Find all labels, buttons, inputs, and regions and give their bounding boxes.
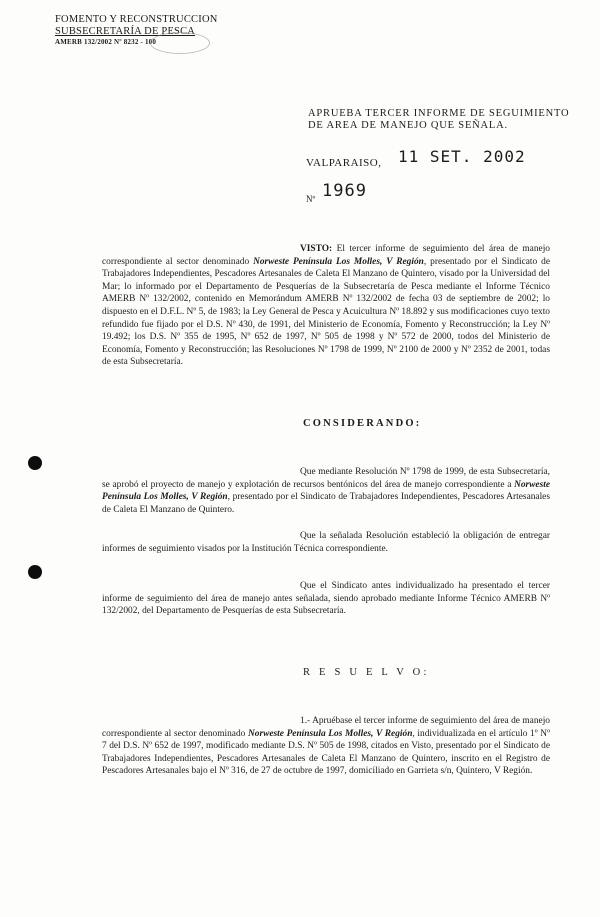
visto-lead: VISTO: (300, 244, 333, 254)
place-label: VALPARAISO, (306, 157, 382, 169)
considerando-paragraph-2: Que la señalada Resolución estableció la obligación de entregar informes de seguimiento visados por la Institución Técnica correspondiente. (102, 531, 550, 554)
punch-hole-icon (28, 565, 42, 579)
ministry-line: FOMENTO Y RECONSTRUCCION (55, 14, 218, 25)
date-stamp: 11 SET. 2002 (398, 147, 526, 166)
visto-text-2: , presentado por el Sindicato de Trabajadores Independientes, Pescadores Artesanales de Caleta El Manzano de Quintero, visado por la Universidad del Mar; lo informado por el Departamento de Pesquerías de la Subsecretaría de Pesca mediante el Informe Técnico AMERB Nº 132/2002, contenido en Memorándum AMERB Nº 132/2002 de fecha 03 de septiembre de 2002; lo dispuesto en el D.F.L. Nº 5, de 1983; la Ley General de Pesca y Acuicultura Nº 18.892 y sus modificaciones cuyo texto refundido fue fijado por el D.S. Nº 430, de 1991, del Ministerio de Economía, Fomento y Reconstrucción; la Ley Nº 19.492; los D.S. Nº 355 de 1995, Nº 652 de 1997, Nº 505 de 1998 y Nº 572 de 2000, todos del Ministerio de Economía, Fomento y Reconstrucción; las Resoluciones Nº 1798 de 1999, Nº 2100 de 2000 y Nº 2352 de 2001, todas de esta Subsecretaría. (102, 256, 550, 368)
considerando-paragraph-3: Que el Sindicato antes individualizado ha presentado el tercer informe de seguimiento del área de manejo antes señalada, siendo aprobado mediante Informe Técnico AMERB Nº 132/2002, del Departamento de Pesquerías de esta Subsecretaría. (102, 581, 550, 617)
p1-text-2: , presentado por el Sindicato de Trabajadores Independientes, Pescadores Artesanales de Caleta El Manzano de Quintero. (102, 492, 550, 515)
subject-line-1: APRUEBA TERCER INFORME DE SEGUIMIENTO (308, 108, 570, 119)
number-label: Nº (306, 194, 316, 204)
visto-sector: Norweste Península Los Molles, V Región (253, 256, 424, 267)
visto-text-1: El tercer informe de seguimiento del área de manejo correspondiente al sector denominado (102, 244, 550, 267)
p1-sector: Norweste Península Los Molles, V Región (102, 479, 550, 503)
considerando-heading: CONSIDERANDO: (303, 418, 422, 429)
p1-text-1: Que mediante Resolución Nº 1798 de 1999, de esta Subsecretaría, se aprobó el proyecto de manejo y explotación de recursos bentónicos del área de manejo correspondiente a (102, 467, 550, 490)
subject-line-2: DE AREA DE MANEJO QUE SEÑALA. (308, 120, 508, 131)
r1-text-2: , individualizada en el artículo 1º Nº 7 del D.S. Nº 652 de 1997, modificado mediante D.S. Nº 505 de 1998, citados en Visto, presentado por el Sindicato de Trabajadores Independientes, Pescadores Artesanales de Caleta El Manzano de Quintero, inscrito en el Registro de Pescadores Artesanales bajo el Nº 316, de 27 de octubre de 1997, domiciliado en Garrieta s/n, Quintero, V Región. (102, 728, 550, 777)
resuelvo-paragraph-1 (102, 715, 550, 778)
r1-text-1: 1.- Apruébase el tercer informe de seguimiento del área de manejo correspondiente al sector denominado (102, 716, 550, 739)
document-subject (308, 108, 569, 132)
punch-hole-icon (28, 456, 42, 470)
resuelvo-heading: R E S U E L V O: (303, 667, 430, 678)
official-stamp-icon (150, 32, 210, 54)
reference-line: AMERB 132/2002 Nº 8232 - 100 (55, 38, 157, 46)
resolution-number: 1969 (322, 181, 367, 201)
r1-sector: Norweste Península Los Molles, V Región (247, 728, 413, 739)
undersecretary-line: SUBSECRETARÍA DE PESCA (55, 26, 196, 37)
considerando-paragraph-1 (102, 466, 550, 516)
visto-paragraph (102, 243, 550, 369)
